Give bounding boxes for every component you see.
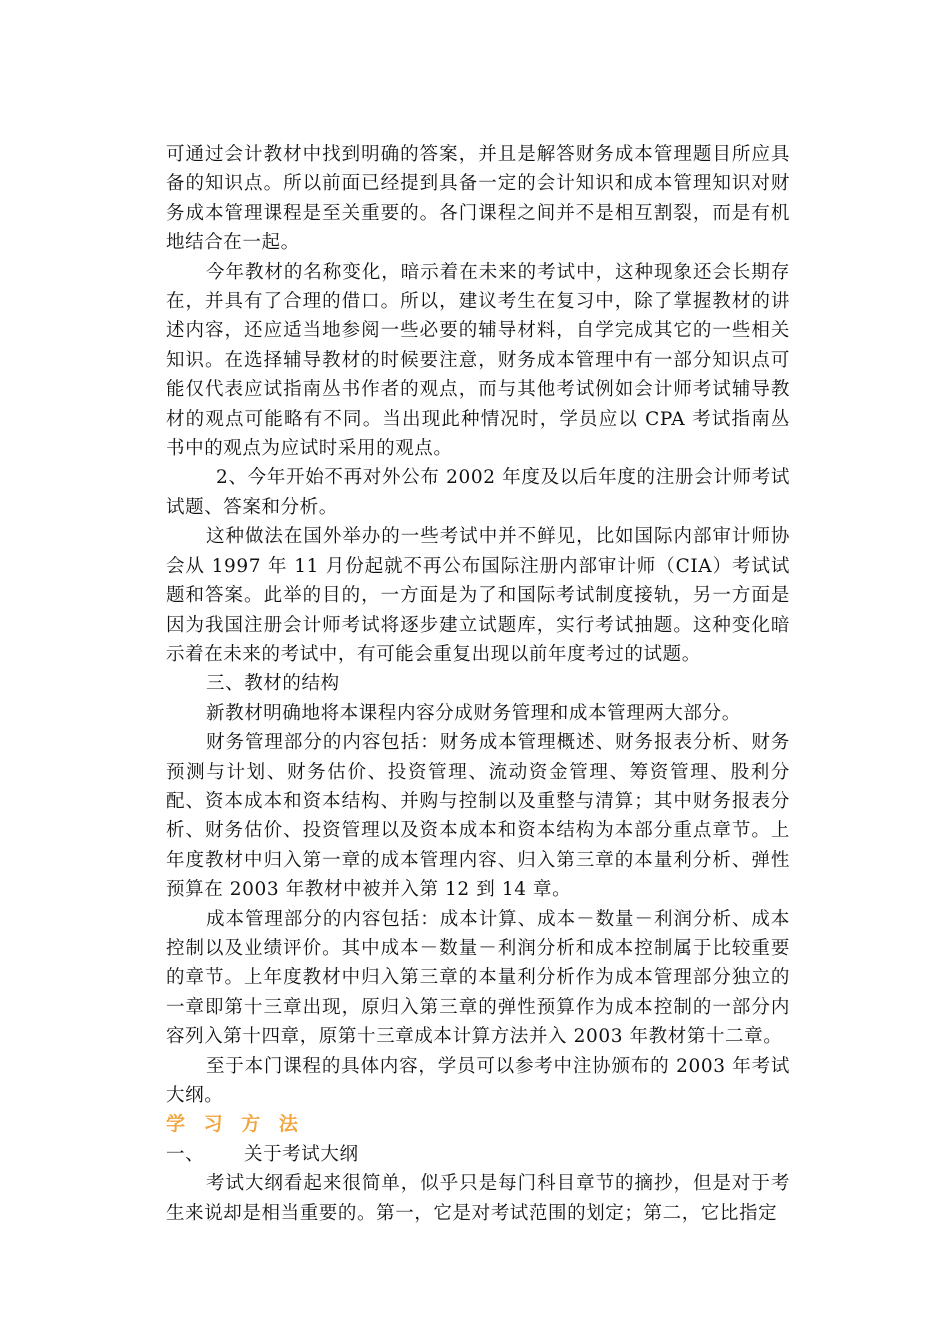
paragraph: 财务管理部分的内容包括：财务成本管理概述、财务报表分析、财务预测与计划、财务估价、投资管理、流动资金管理、筹资管理、股利分配、资本成本和资本结构、并购与控制以及重整与清算；其中财务报表分析、财务估价、投资管理以及资本成本和资本结构为本部分重点章节。上年度教材中归入第一章的成本管理内容、归入第三章的本量利分析、弹性预算在 2003 年教材中被并入第 12 到 14 章。 [166, 732, 790, 901]
paragraph: 这种做法在国外举办的一些考试中并不鲜见，比如国际内部审计师协会从 1997 年 11 月份起就不再公布国际注册内部审计师（CIA）考试试题和答案。此举的目的，一方面是为了和国际考试制度接轨，另一方面是因为我国注册会计师考试将逐步建立试题库，实行考试抽题。这种变化暗示着在未来的考试中，有可能会重复出现以前年度考过的试题。 [166, 526, 790, 665]
numbered-item [166, 1140, 790, 1169]
document-body [166, 140, 790, 1228]
item-title: 关于考试大纲 [244, 1143, 359, 1165]
paragraph: 成本管理部分的内容包括：成本计算、成本－数量－利润分析、成本控制以及业绩评价。其中成本－数量－利润分析和成本控制属于比较重要的章节。上年度教材中归入第三章的本量利分析作为成本管理部分独立的一章即第十三章出现，原归入第三章的弹性预算作为成本控制的一部分内容列入第十四章，原第十三章成本计算方法并入 2003 年教材第十二章。 [166, 908, 790, 1048]
paragraph: 考试大纲看起来很简单，似乎只是每门科目章节的摘抄，但是对于考生来说却是相当重要的。第一，它是对考试范围的划定；第二，它比指定 [166, 1173, 790, 1224]
paragraph: 可通过会计教材中找到明确的答案，并且是解答财务成本管理题目所应具备的知识点。所以前面已经提到具备一定的会计知识和成本管理知识对财务成本管理课程是至关重要的。各门课程之间并不是相互割裂，而是有机地结合在一起。 [166, 144, 790, 254]
section-heading: 学 习 方 法 [166, 1113, 304, 1136]
paragraph: 新教材明确地将本课程内容分成财务管理和成本管理两大部分。 [206, 702, 741, 724]
subheading: 三、教材的结构 [206, 673, 340, 695]
paragraph: 至于本门课程的具体内容，学员可以参考中注协颁布的 2003 年考试大纲。 [166, 1055, 790, 1106]
paragraph: 2、今年开始不再对外公布 2002 年度及以后年度的注册会计师考试试题、答案和分析。 [166, 467, 790, 518]
item-number: 一、 [166, 1143, 205, 1165]
paragraph: 今年教材的名称变化，暗示着在未来的考试中，这种现象还会长期存在，并具有了合理的借口。所以，建议考生在复习中，除了掌握教材的讲述内容，还应适当地参阅一些必要的辅导材料，自学完成其它的一些相关知识。在选择辅导教材的时候要注意，财务成本管理中有一部分知识点可能仅代表应试指南丛书作者的观点，而与其他考试例如会计师考试辅导教材的观点可能略有不同。当出现此种情况时，学员应以 CPA 考试指南丛书中的观点为应试时采用的观点。 [166, 261, 790, 460]
